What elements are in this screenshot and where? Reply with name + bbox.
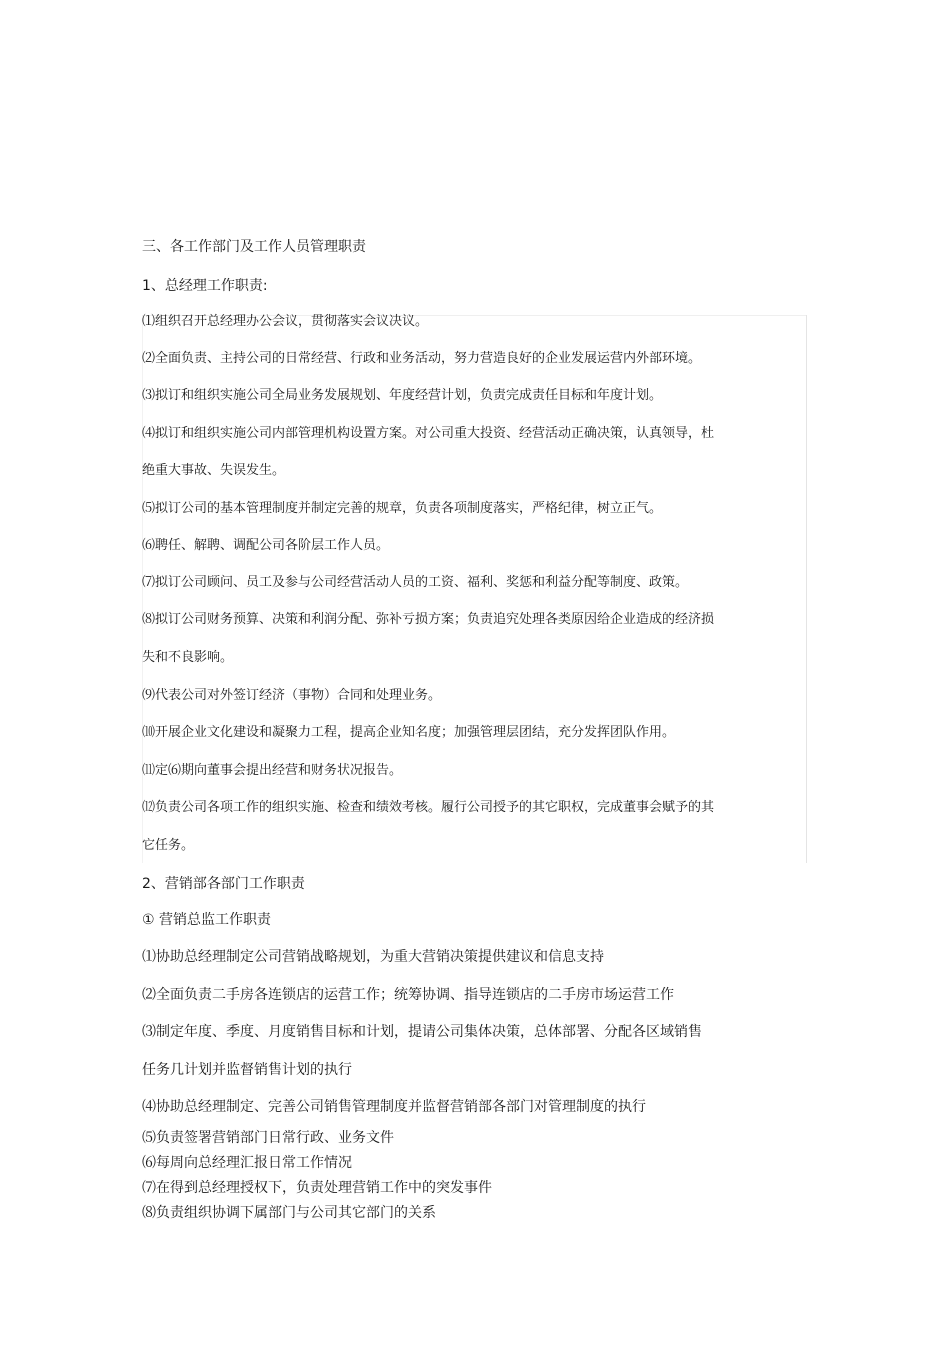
sales-duty-line: ⑷协助总经理制定、完善公司销售管理制度并监督营销部各部门对管理制度的执行	[142, 1099, 646, 1115]
gm-duty-line: ⑾定⑹期向董事会提出经营和财务状况报告。	[142, 763, 403, 778]
section-heading: 三、各工作部门及工作人员管理职责	[142, 239, 366, 255]
gm-duty-line: ⑽开展企业文化建设和凝聚力工程，提高企业知名度；加强管理层团结，充分发挥团队作用。	[142, 725, 676, 740]
sales-duty-line: ⑶制定年度、季度、月度销售目标和计划，提请公司集体决策，总体部署、分配各区域销售	[142, 1024, 702, 1040]
gm-duty-line: 它任务。	[142, 838, 195, 853]
gm-duty-line: ⑵全面负责、主持公司的日常经营、行政和业务活动，努力营造良好的企业发展运营内外部环境。	[142, 351, 702, 366]
gm-duty-line: ⑶拟订和组织实施公司全局业务发展规划、年度经营计划，负责完成责任目标和年度计划。	[142, 388, 663, 403]
sales-duty-line: ⑴协助总经理制定公司营销战略规划，为重大营销决策提供建议和信息支持	[142, 949, 604, 965]
sales-duty-line: ⑻负责组织协调下属部门与公司其它部门的关系	[142, 1205, 436, 1221]
gm-duty-line: ⑼代表公司对外签订经济（事物）合同和处理业务。	[142, 688, 442, 703]
gm-duty-line: ⑴组织召开总经理办公会议，贯彻落实会议决议。	[142, 314, 429, 329]
gm-duty-line: ⑻拟订公司财务预算、决策和利润分配、弥补亏损方案；负责追究处理各类原因给企业造成的经济损	[142, 612, 715, 627]
sales-duty-line: ⑵全面负责二手房各连锁店的运营工作；统筹协调、指导连锁店的二手房市场运营工作	[142, 987, 674, 1003]
gm-duty-line: ⑷拟订和组织实施公司内部管理机构设置方案。对公司重大投资、经营活动正确决策，认真领导，杜	[142, 426, 715, 441]
sales-duty-line: ⑸负责签署营销部门日常行政、业务文件	[142, 1130, 394, 1146]
gm-duty-line: 绝重大事故、失误发生。	[142, 463, 286, 478]
sales-duty-line: ⑺在得到总经理授权下，负责处理营销工作中的突发事件	[142, 1180, 492, 1196]
frame-right-rule	[806, 315, 807, 863]
gm-heading: 1、总经理工作职责:	[142, 278, 268, 294]
sales-duty-line: 任务几计划并监督销售计划的执行	[142, 1062, 352, 1078]
sales-director-heading: ① 营销总监工作职责	[142, 912, 272, 928]
gm-duty-line: ⑺拟订公司顾问、员工及参与公司经营活动人员的工资、福利、奖惩和利益分配等制度、政策。	[142, 575, 689, 590]
gm-duty-line: ⑹聘任、解聘、调配公司各阶层工作人员。	[142, 538, 390, 553]
gm-duty-line: ⑸拟订公司的基本管理制度并制定完善的规章，负责各项制度落实，严格纪律，树立正气。	[142, 501, 663, 516]
sales-heading: 2、营销部各部门工作职责	[142, 876, 305, 892]
sales-duty-line: ⑹每周向总经理汇报日常工作情况	[142, 1155, 352, 1171]
gm-duty-line: 失和不良影响。	[142, 650, 234, 665]
gm-duty-line: ⑿负责公司各项工作的组织实施、检查和绩效考核。履行公司授予的其它职权，完成董事会赋予的其	[142, 800, 715, 815]
